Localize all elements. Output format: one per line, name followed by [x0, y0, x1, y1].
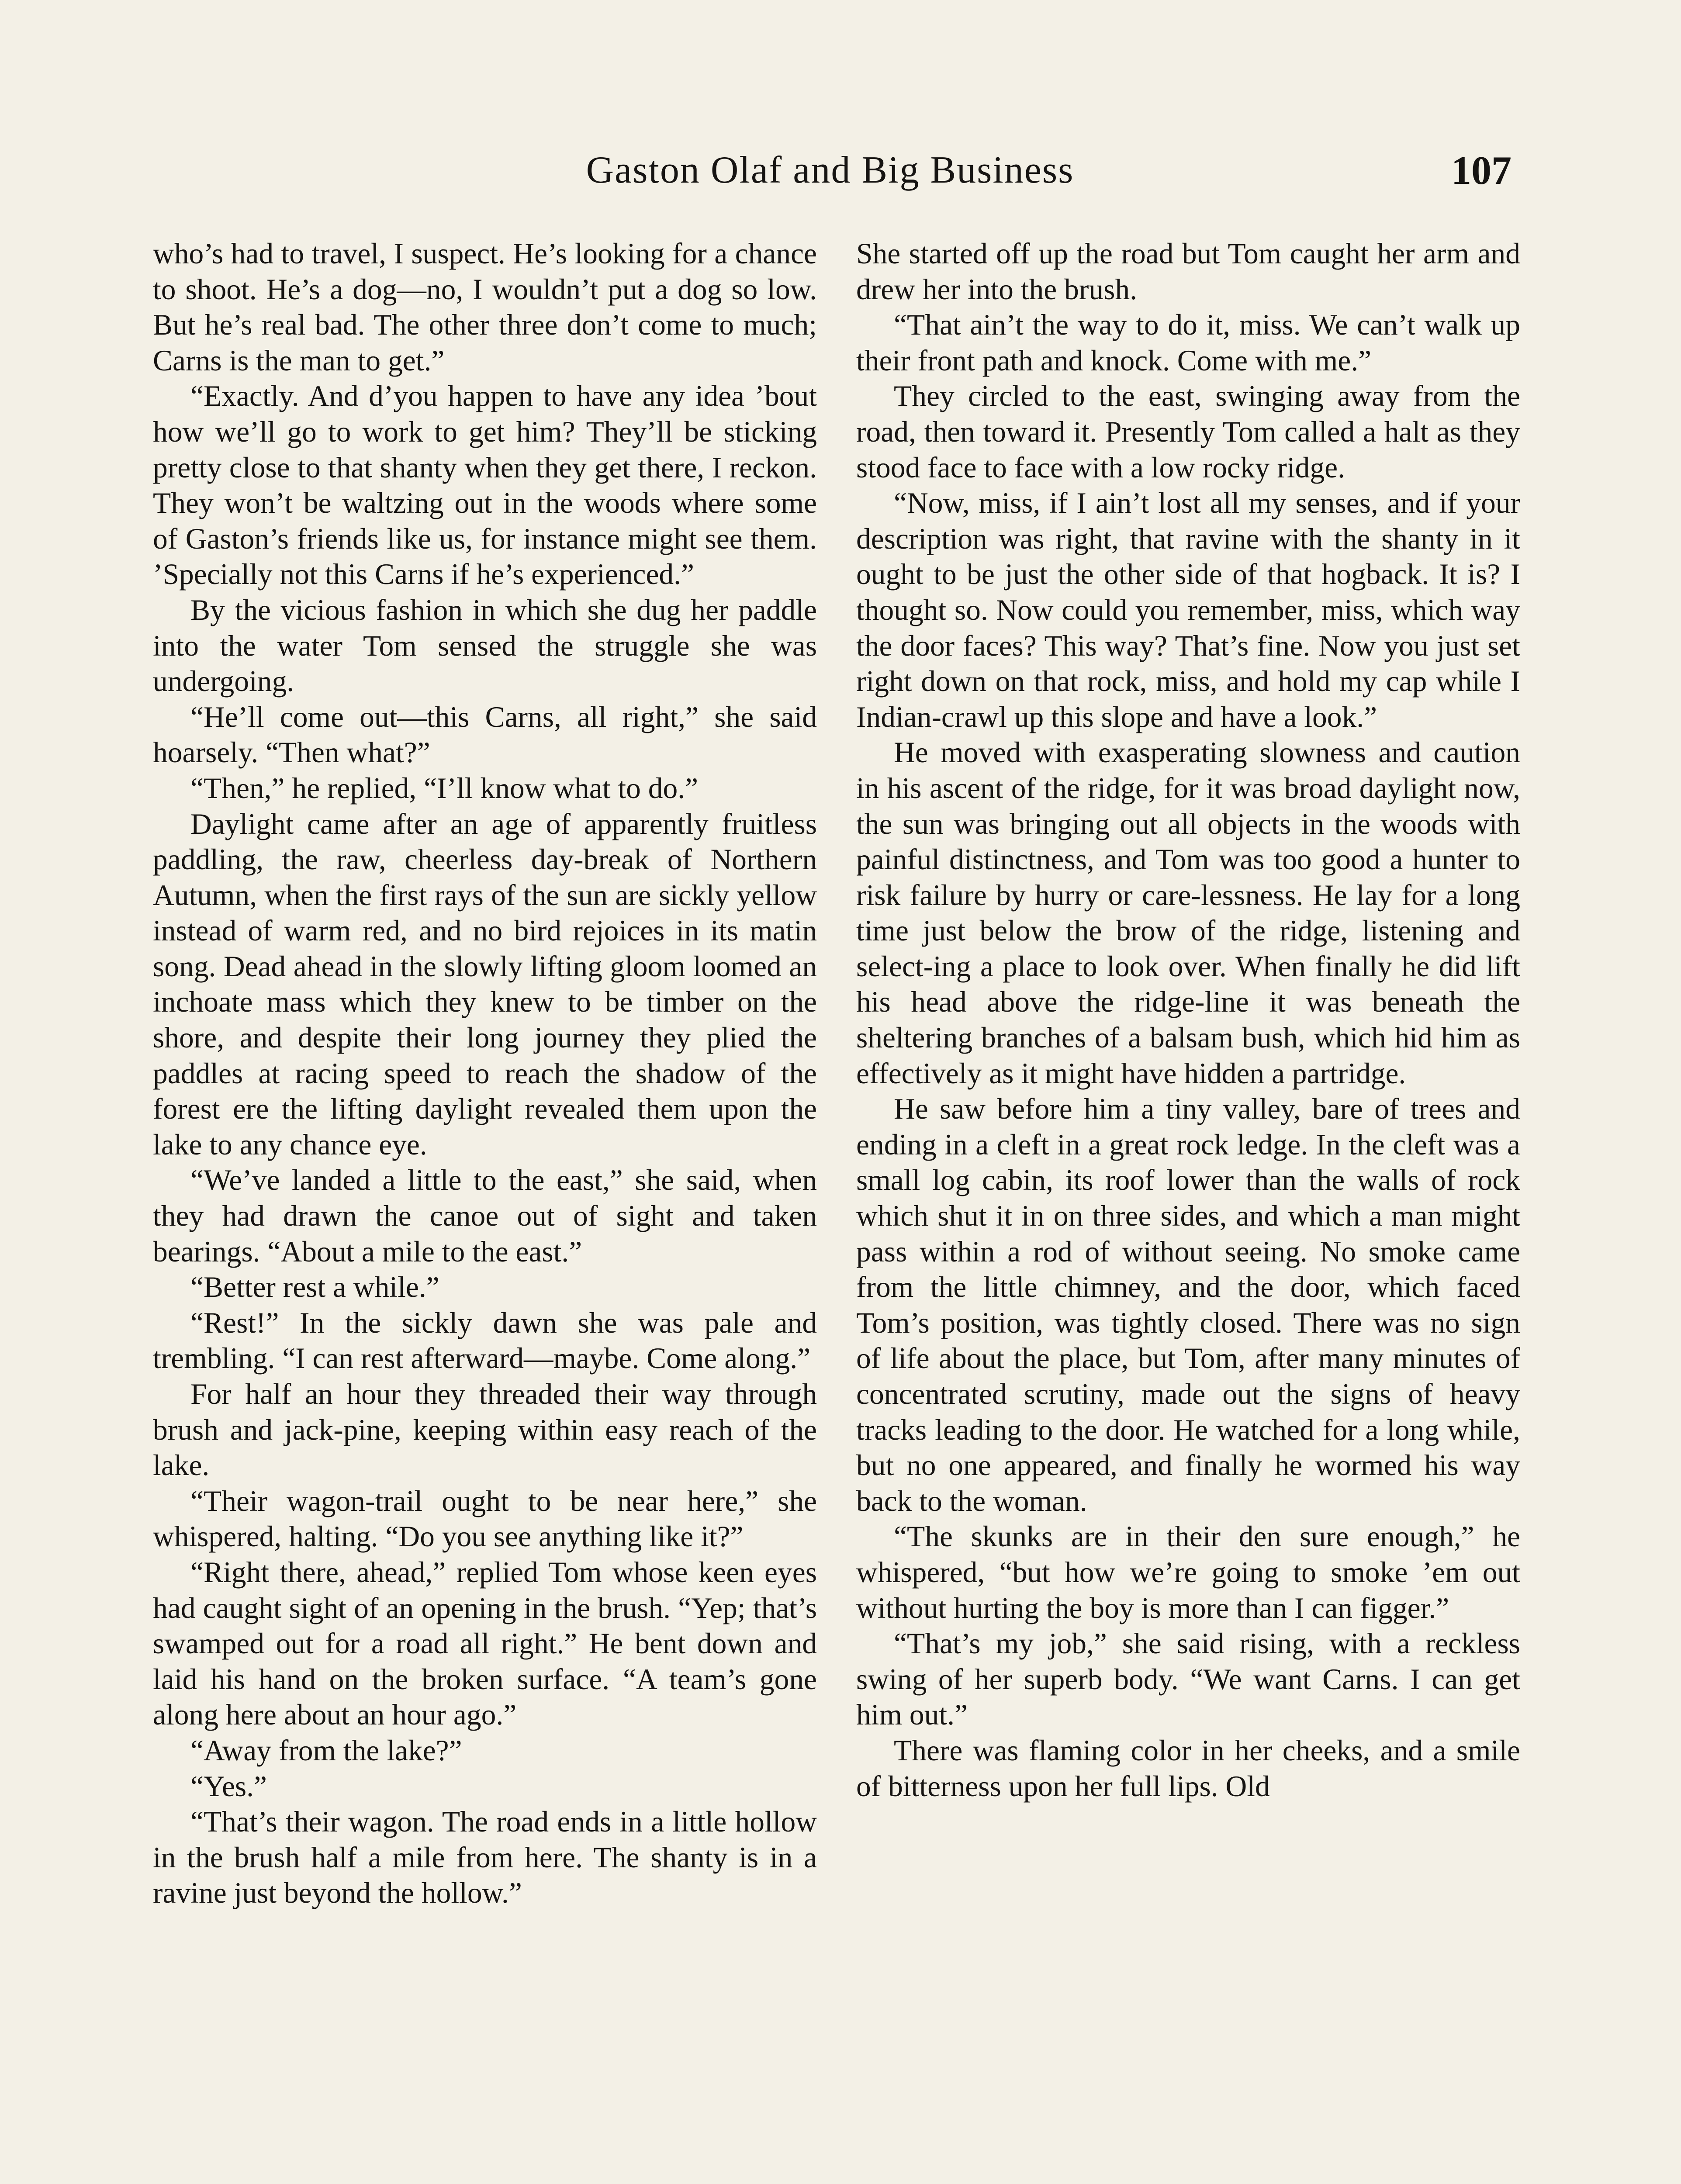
paragraph: By the vicious fashion in which she dug her paddle into the water Tom sensed the struggle she was undergoing. — [153, 593, 817, 698]
paragraph: “Now, miss, if I ain’t lost all my senses, and if your description was right, that ravine with the shanty in it ought to be just the other side of that hogback. It is? I thought so. Now could you remember, miss, which way the door faces? This way? That’s fine. Now you just set right down on that rock, miss, and hold my cap while I Indian-crawl up this slope and have a look.” — [856, 487, 1520, 733]
paragraph: She started off up the road but Tom caught her arm and drew her into the brush. — [856, 237, 1520, 306]
paragraph: “Right there, ahead,” replied Tom whose keen eyes had caught sight of an opening in the brush. “Yep; that’s swamped out for a road all right.” He bent down and laid his hand on the broken surface. “A team’s gone along here about an hour ago.” — [153, 1555, 817, 1731]
paragraph: “Better rest a while.” — [190, 1271, 439, 1304]
paragraph: “Yes.” — [190, 1769, 267, 1803]
paragraph: “That’s my job,” she said rising, with a reckless swing of her superb body. “We want Carns. I can get him out.” — [856, 1627, 1520, 1731]
paragraph: “The skunks are in their den sure enough,” he whispered, “but how we’re going to smoke ’em out without hurting the boy is more than I can figger.” — [856, 1520, 1520, 1624]
page-header — [0, 144, 1681, 205]
paragraph: He saw before him a tiny valley, bare of trees and ending in a cleft in a great rock ledge. In the cleft was a small log cabin, its roof lower than the walls of rock which shut it in on three sides, and which a man might pass within a rod of without seeing. No smoke came from the little chimney, and the door, which faced Tom’s position, was tightly closed. There was no sign of life about the place, but Tom, after many minutes of concentrated scrutiny, made out the signs of heavy tracks leading to the door. He watched for a long while, but no one appeared, and finally he wormed his way back to the woman. — [856, 1092, 1520, 1517]
paragraph: “Exactly. And d’you happen to have any idea ’bout how we’ll go to work to get him? They’ll be sticking pretty close to that shanty when they get there, I reckon. They won’t be waltzing out in the woods where some of Gaston’s friends like us, for instance might see them. ’Specially not this Carns if he’s experienced.” — [153, 380, 817, 591]
paragraph: “Then,” he replied, “I’ll know what to do.” — [190, 771, 699, 805]
page-number: 107 — [1451, 148, 1512, 193]
paragraph: He moved with exasperating slowness and caution in his ascent of the ridge, for it was broad daylight now, the sun was bringing out all objects in the woods with painful distinctness, and Tom was too good a hunter to risk failure by hurry or care-lessness. He lay for a long time just below the brow of the ridge, listening and select-ing a place to look over. When finally he did lift his head above the ridge-line it was beneath the sheltering branches of a balsam bush, which hid him as effectively as it might have hidden a partridge. — [856, 736, 1520, 1090]
running-title: Gaston Olaf and Big Business — [586, 149, 1074, 191]
right-column — [856, 236, 1520, 2184]
paragraph: “He’ll come out—this Carns, all right,” she said hoarsely. “Then what?” — [153, 700, 817, 769]
paragraph: They circled to the east, swinging away from the road, then toward it. Presently Tom called a halt as they stood face to face with a low rocky ridge. — [856, 380, 1520, 484]
paragraph: who’s had to travel, I suspect. He’s looking for a chance to shoot. He’s a dog—no, I wouldn’t put a dog so low. But he’s real bad. The other three don’t come to much; Carns is the man to get.” — [153, 237, 817, 377]
paragraph: There was flaming color in her cheeks, and a smile of bitterness upon her full lips. Old — [856, 1734, 1520, 1803]
paragraph: Daylight came after an age of apparently fruitless paddling, the raw, cheerless day-break of Northern Autumn, when the first rays of the sun are sickly yellow instead of warm red, and no bird rejoices in its matin song. Dead ahead in the slowly lifting gloom loomed an inchoate mass which they knew to be timber on the shore, and despite their long journey they plied the paddles at racing speed to reach the shadow of the forest ere the lifting daylight revealed them upon the lake to any chance eye. — [153, 807, 817, 1161]
paragraph: “Away from the lake?” — [190, 1734, 462, 1767]
paragraph: “We’ve landed a little to the east,” she said, when they had drawn the canoe out of sight and taken bearings. “About a mile to the east.” — [153, 1164, 817, 1268]
paragraph: “Rest!” In the sickly dawn she was pale and trembling. “I can rest afterward—maybe. Come along.” — [153, 1306, 817, 1375]
paragraph: “That ain’t the way to do it, miss. We can’t walk up their front path and knock. Come with me.” — [856, 308, 1520, 377]
paragraph: “Their wagon-trail ought to be near here,” she whispered, halting. “Do you see anything like it?” — [153, 1484, 817, 1553]
left-column — [153, 236, 817, 2184]
paragraph: For half an hour they threaded their way through brush and jack-pine, keeping within easy reach of the lake. — [153, 1378, 817, 1482]
paragraph: “That’s their wagon. The road ends in a little hollow in the brush half a mile from here. The shanty is in a ravine just beyond the hollow.” — [153, 1805, 817, 1910]
